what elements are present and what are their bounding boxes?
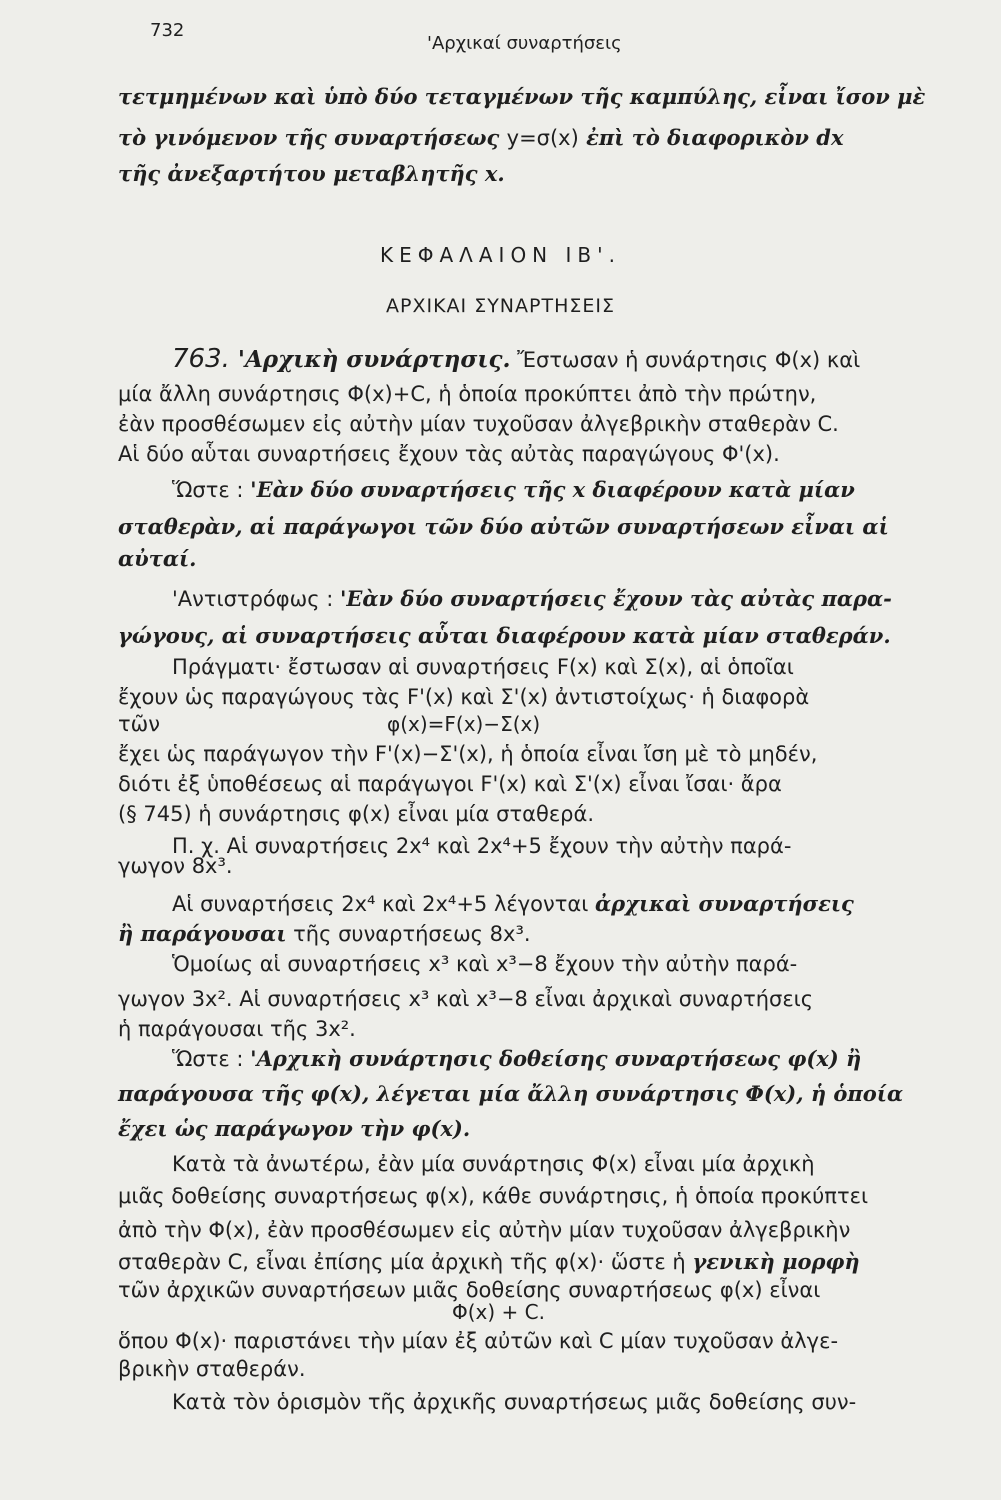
text-line: αὐταί. <box>118 546 197 571</box>
equation: φ(x)=F(x)−Σ(x) <box>387 712 541 736</box>
text-span: 'Αρχικὴ συνάρτησις δοθείσης συναρτήσεως φ(x) ἢ <box>250 1046 862 1071</box>
text-span: γενικὴ μορφὴ <box>692 1249 860 1274</box>
text-line: ἐὰν προσθέσωμεν εἰς αὐτὴν μίαν τυχοῦσαν ἀλγεβρικὴν σταθερὰν C. <box>118 412 839 436</box>
text-line: μιᾶς δοθείσης συναρτήσεως φ(x), κάθε συνάρτησις, ἡ ὁποία προκύπτει <box>118 1184 869 1208</box>
text-line: Ὁμοίως αἱ συναρτήσεις x³ καὶ x³−8 ἔχουν τὴν αὐτὴν παρά- <box>172 952 798 976</box>
text-line: βρικὴν σταθεράν. <box>118 1357 306 1381</box>
text-span: 'Εὰν δύο συναρτήσεις ἔχουν τὰς αὐτὰς παρα- <box>339 586 892 611</box>
text-span: Ἔστωσαν ἡ συνάρτησις Φ(x) καὶ <box>510 348 861 372</box>
text-line: Αἱ δύο αὗται συναρτήσεις ἔχουν τὰς αὐτὰς παραγώγους Φ'(x). <box>118 442 780 466</box>
section-heading: ΑΡΧΙΚΑΙ ΣΥΝΑΡΤΗΣΕΙΣ <box>386 295 615 317</box>
text-line: γωγον 3x². Αἱ συναρτήσεις x³ καὶ x³−8 εἶναι ἀρχικαὶ συναρτήσεις <box>118 987 814 1011</box>
text-line: Κατὰ τὸν ὁρισμὸν τῆς ἀρχικῆς συναρτήσεως μιᾶς δοθείσης συν- <box>172 1390 857 1414</box>
text-line <box>172 585 892 613</box>
running-title: 'Αρχικαί συναρτήσεις <box>427 33 622 54</box>
page-number: 732 <box>150 20 185 41</box>
text-line: ἡ παράγουσαι τῆς 3x². <box>118 1017 356 1041</box>
text-line: ἀπὸ τὴν Φ(x), ἐὰν προσθέσωμεν εἰς αὐτὴν μίαν τυχοῦσαν ἀλγεβρικὴν <box>118 1218 851 1242</box>
chapter-heading: ΚΕΦΑΛΑΙΟΝ ΙΒ'. <box>380 243 621 267</box>
text-line <box>172 1045 861 1073</box>
text-line: τῶν <box>118 712 160 736</box>
text-line: ὅπου Φ(x)· παριστάνει τὴν μίαν ἐξ αὐτῶν καὶ C μίαν τυχοῦσαν ἀλγε- <box>118 1329 839 1353</box>
text-span: τῆς συναρτήσεως 8x³. <box>286 922 531 946</box>
text-line: ἔχει ὡς παράγωγον τὴν φ(x). <box>118 1116 471 1141</box>
paragraph-title: 'Αρχικὴ συνάρτησις. <box>229 346 511 373</box>
text-line: διότι ἐξ ὑποθέσεως αἱ παράγωγοι F'(x) καὶ Σ'(x) εἶναι ἴσαι· ἄρα <box>118 772 782 796</box>
text-span: Ὥστε : <box>172 1047 251 1071</box>
text-line: ἔχουν ὡς παραγώγους τὰς F'(x) καὶ Σ'(x) ἀντιστοίχως· ἡ διαφορὰ <box>118 685 810 709</box>
text-line <box>172 345 860 374</box>
text-span: ἀρχικαὶ συναρτήσεις <box>595 891 854 916</box>
text-line: γώγους, αἱ συναρτήσεις αὗται διαφέρουν κατὰ μίαν σταθεράν. <box>118 623 891 648</box>
text-line <box>172 476 855 504</box>
text-line <box>118 1248 860 1276</box>
text-line <box>118 920 531 948</box>
text-span: ἢ παράγουσαι <box>118 921 287 946</box>
text-line <box>172 890 854 918</box>
text-line: τετμημένων καὶ ὑπὸ δύο τεταγμένων τῆς καμπύλης, εἶναι ἴσον μὲ <box>118 84 926 109</box>
paragraph-number: 763. <box>172 344 230 374</box>
text-line: Κατὰ τὰ ἀνωτέρω, ἐὰν μία συνάρτησις Φ(x) εἶναι μία ἀρχικὴ <box>172 1152 815 1176</box>
text-span: 'Εὰν δύο συναρτήσεις τῆς x διαφέρουν κατὰ μίαν <box>250 477 855 502</box>
text-span: Αἱ συναρτήσεις 2x⁴ καὶ 2x⁴+5 λέγονται <box>172 892 596 916</box>
text-line: (§ 745) ἡ συνάρτησις φ(x) εἶναι μία σταθερά. <box>118 802 595 826</box>
text-span: 'Αντιστρόφως : <box>172 587 340 611</box>
text-line: σταθερὰν, αἱ παράγωγοι τῶν δύο αὐτῶν συναρτήσεων εἶναι αἱ <box>118 514 889 539</box>
text-line: παράγουσα τῆς φ(x), λέγεται μία ἄλλη συνάρτησις Φ(x), ἡ ὁποία <box>118 1081 904 1106</box>
text-span: Ὥστε : <box>172 478 251 502</box>
text-line: γωγον 8x³. <box>118 854 233 878</box>
text-span: ἐπὶ τὸ διαφορικὸν dx <box>578 125 844 150</box>
text-span: y=σ(x) <box>506 126 579 150</box>
text-line: τῶν ἀρχικῶν συναρτήσεων μιᾶς δοθείσης συναρτήσεως φ(x) εἶναι <box>118 1278 821 1302</box>
text-line: ἔχει ὡς παράγωγον τὴν F'(x)−Σ'(x), ἡ ὁποία εἶναι ἴση μὲ τὸ μηδέν, <box>118 742 818 766</box>
text-span: τὸ γινόμενον τῆς συναρτήσεως <box>118 125 507 150</box>
text-line: τῆς ἀνεξαρτήτου μεταβλητῆς x. <box>118 161 505 186</box>
text-line <box>118 124 843 152</box>
text-span: σταθερὰν C, εἶναι ἐπίσης μία ἀρχικὴ τῆς φ(x)· ὥστε ἡ <box>118 1250 693 1274</box>
equation: Φ(x) + C. <box>452 1300 545 1324</box>
text-line: Π. χ. Αἱ συναρτήσεις 2x⁴ καὶ 2x⁴+5 ἔχουν τὴν αὐτὴν παρά- <box>172 834 792 858</box>
text-line: μία ἄλλη συνάρτησις Φ(x)+C, ἡ ὁποία προκύπτει ἀπὸ τὴν πρώτην, <box>118 382 817 406</box>
text-line: Πράγματι· ἔστωσαν αἱ συναρτήσεις F(x) καὶ Σ(x), αἱ ὁποῖαι <box>172 655 794 679</box>
